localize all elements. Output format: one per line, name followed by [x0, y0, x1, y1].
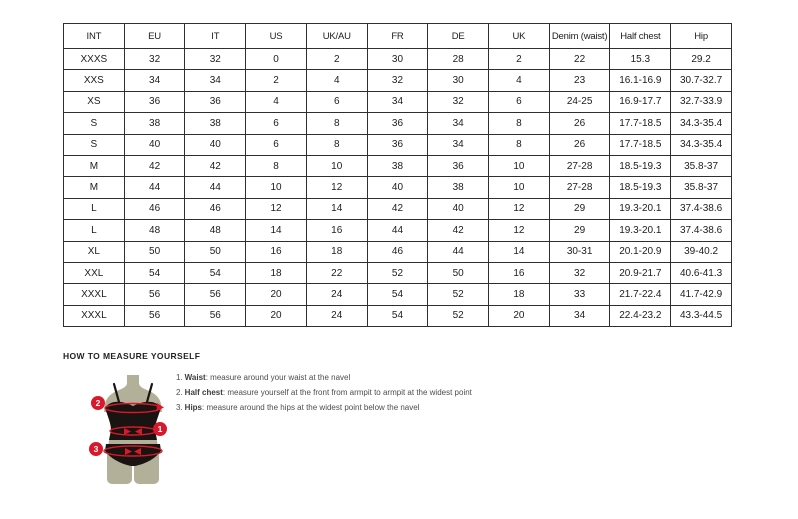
badge-hips-number: 3 — [93, 444, 99, 454]
size-cell: 22 — [549, 49, 610, 70]
size-cell: 6 — [306, 91, 367, 112]
size-cell: 19.3-20.1 — [610, 220, 671, 241]
size-row — [64, 134, 732, 155]
size-cell: 42 — [428, 220, 489, 241]
size-cell: 20.9-21.7 — [610, 262, 671, 283]
size-cell: 37.4-38.6 — [671, 198, 732, 219]
size-cell: 56 — [185, 305, 246, 326]
size-cell: 20 — [246, 284, 307, 305]
size-cell: 32 — [549, 262, 610, 283]
step-label: Hips — [184, 403, 203, 413]
size-cell: 10 — [489, 155, 550, 176]
size-cell: 16.9-17.7 — [610, 91, 671, 112]
size-row — [64, 49, 732, 70]
size-cell: 42 — [124, 155, 185, 176]
table-header-row — [64, 24, 732, 49]
size-cell: S — [64, 113, 125, 134]
size-cell: 26 — [549, 134, 610, 155]
size-cell: 36 — [428, 155, 489, 176]
size-cell: 8 — [306, 134, 367, 155]
size-row — [64, 220, 732, 241]
size-cell: 24-25 — [549, 91, 610, 112]
cami-top — [105, 402, 161, 440]
size-cell: 16.1-16.9 — [610, 70, 671, 91]
size-cell: 2 — [306, 49, 367, 70]
size-cell: XL — [64, 241, 125, 262]
size-cell: 2 — [246, 70, 307, 91]
size-cell: XXL — [64, 262, 125, 283]
size-cell: 12 — [489, 220, 550, 241]
size-cell: 34 — [428, 113, 489, 134]
size-cell: 21.7-22.4 — [610, 284, 671, 305]
size-cell: 46 — [124, 198, 185, 219]
size-cell: XXS — [64, 70, 125, 91]
size-cell: 0 — [246, 49, 307, 70]
size-cell: 18 — [246, 262, 307, 283]
size-cell: 10 — [306, 155, 367, 176]
size-cell: 24 — [306, 305, 367, 326]
size-cell: 36 — [124, 91, 185, 112]
size-cell: 35.8-37 — [671, 177, 732, 198]
size-cell: 27-28 — [549, 177, 610, 198]
size-row — [64, 198, 732, 219]
step-hips — [176, 400, 536, 415]
measurement-figure — [83, 372, 178, 487]
size-cell: 12 — [489, 198, 550, 219]
step-number: 2. — [176, 388, 183, 398]
size-cell: 40 — [428, 198, 489, 219]
size-cell: 17.7-18.5 — [610, 134, 671, 155]
size-cell: 8 — [246, 155, 307, 176]
column-header: UK — [489, 24, 550, 49]
size-cell: L — [64, 198, 125, 219]
size-cell: 34 — [549, 305, 610, 326]
size-cell: 20.1-20.9 — [610, 241, 671, 262]
step-number: 3. — [176, 403, 183, 413]
size-cell: 26 — [549, 113, 610, 134]
size-cell: 16 — [246, 241, 307, 262]
size-cell: 18.5-19.3 — [610, 177, 671, 198]
column-header: UK/AU — [306, 24, 367, 49]
size-cell: 34 — [428, 134, 489, 155]
size-cell: XS — [64, 91, 125, 112]
size-cell: 50 — [124, 241, 185, 262]
size-cell: 2 — [489, 49, 550, 70]
size-cell: 54 — [367, 305, 428, 326]
size-cell: 8 — [489, 113, 550, 134]
measurement-steps — [176, 370, 536, 416]
size-cell: 52 — [428, 284, 489, 305]
size-cell: 32 — [185, 49, 246, 70]
size-table-head — [64, 24, 732, 49]
size-cell: 46 — [367, 241, 428, 262]
size-cell: 14 — [489, 241, 550, 262]
size-cell: 10 — [246, 177, 307, 198]
size-cell: 36 — [367, 113, 428, 134]
step-text: : measure around the hips at the widest point below the navel — [202, 403, 420, 413]
size-cell: 44 — [367, 220, 428, 241]
size-cell: 41.7-42.9 — [671, 284, 732, 305]
column-header: EU — [124, 24, 185, 49]
size-cell: 18.5-19.3 — [610, 155, 671, 176]
size-cell: 30-31 — [549, 241, 610, 262]
how-to-measure-title: HOW TO MEASURE YOURSELF — [63, 351, 201, 361]
size-cell: 4 — [489, 70, 550, 91]
size-cell: 4 — [306, 70, 367, 91]
size-row — [64, 284, 732, 305]
size-cell: XXXS — [64, 49, 125, 70]
size-cell: 38 — [367, 155, 428, 176]
size-cell: 48 — [185, 220, 246, 241]
size-cell: XXXL — [64, 305, 125, 326]
size-cell: 34.3-35.4 — [671, 134, 732, 155]
size-cell: 42 — [185, 155, 246, 176]
size-cell: 20 — [246, 305, 307, 326]
step-waist — [176, 370, 536, 385]
size-cell: S — [64, 134, 125, 155]
size-cell: M — [64, 155, 125, 176]
size-cell: 16 — [489, 262, 550, 283]
size-cell: 36 — [185, 91, 246, 112]
size-cell: 44 — [185, 177, 246, 198]
step-text: : measure yourself at the front from armpit to armpit at the widest point — [222, 388, 472, 398]
size-cell: 54 — [124, 262, 185, 283]
size-cell: 32 — [124, 49, 185, 70]
column-header: Hip — [671, 24, 732, 49]
size-cell: 8 — [489, 134, 550, 155]
size-cell: XXXL — [64, 284, 125, 305]
size-cell: 54 — [185, 262, 246, 283]
size-cell: 33 — [549, 284, 610, 305]
size-cell: 24 — [306, 284, 367, 305]
size-cell: 56 — [185, 284, 246, 305]
size-cell: 56 — [124, 305, 185, 326]
size-cell: 32 — [367, 70, 428, 91]
size-cell: 42 — [367, 198, 428, 219]
column-header: US — [246, 24, 307, 49]
size-row — [64, 91, 732, 112]
column-header: Denim (waist) — [549, 24, 610, 49]
step-label: Waist — [184, 373, 206, 382]
size-cell: 37.4-38.6 — [671, 220, 732, 241]
step-half-chest — [176, 385, 536, 400]
size-table — [63, 23, 732, 327]
size-cell: 22.4-23.2 — [610, 305, 671, 326]
size-cell: 38 — [124, 113, 185, 134]
column-header: INT — [64, 24, 125, 49]
size-cell: 18 — [489, 284, 550, 305]
size-cell: 20 — [489, 305, 550, 326]
size-row — [64, 177, 732, 198]
size-row — [64, 305, 732, 326]
size-cell: 17.7-18.5 — [610, 113, 671, 134]
column-header: DE — [428, 24, 489, 49]
size-cell: 40 — [124, 134, 185, 155]
badge-waist-number: 1 — [157, 424, 163, 434]
size-cell: 6 — [246, 134, 307, 155]
size-cell: 12 — [306, 177, 367, 198]
size-cell: 34.3-35.4 — [671, 113, 732, 134]
size-cell: 22 — [306, 262, 367, 283]
size-cell: 34 — [185, 70, 246, 91]
size-cell: 38 — [185, 113, 246, 134]
size-cell: 39-40.2 — [671, 241, 732, 262]
size-cell: 27-28 — [549, 155, 610, 176]
column-header: IT — [185, 24, 246, 49]
size-cell: 29.2 — [671, 49, 732, 70]
size-row — [64, 70, 732, 91]
column-header: Half chest — [610, 24, 671, 49]
size-cell: 29 — [549, 198, 610, 219]
size-cell: 30 — [428, 70, 489, 91]
step-label: Half chest — [184, 388, 223, 398]
size-cell: 15.3 — [610, 49, 671, 70]
size-cell: L — [64, 220, 125, 241]
size-cell: 10 — [489, 177, 550, 198]
size-cell: 6 — [489, 91, 550, 112]
size-cell: 29 — [549, 220, 610, 241]
size-cell: 48 — [124, 220, 185, 241]
size-cell: 34 — [367, 91, 428, 112]
size-cell: 43.3-44.5 — [671, 305, 732, 326]
size-cell: 35.8-37 — [671, 155, 732, 176]
size-cell: 46 — [185, 198, 246, 219]
size-table-body — [64, 49, 732, 327]
size-cell: 40 — [185, 134, 246, 155]
column-header: FR — [367, 24, 428, 49]
size-cell: 30.7-32.7 — [671, 70, 732, 91]
size-cell: 52 — [367, 262, 428, 283]
size-cell: 6 — [246, 113, 307, 134]
size-row — [64, 262, 732, 283]
size-row — [64, 241, 732, 262]
size-cell: 30 — [367, 49, 428, 70]
badge-half-chest-number: 2 — [95, 398, 101, 408]
size-cell: 14 — [306, 198, 367, 219]
size-cell: 32.7-33.9 — [671, 91, 732, 112]
size-cell: 36 — [367, 134, 428, 155]
size-cell: 44 — [124, 177, 185, 198]
step-number: 1. — [176, 373, 183, 382]
size-cell: 52 — [428, 305, 489, 326]
step-text: : measure around your waist at the navel — [205, 373, 351, 382]
size-cell: 50 — [185, 241, 246, 262]
size-cell: 40 — [367, 177, 428, 198]
size-cell: 34 — [124, 70, 185, 91]
size-cell: 12 — [246, 198, 307, 219]
size-cell: 56 — [124, 284, 185, 305]
size-cell: M — [64, 177, 125, 198]
size-cell: 16 — [306, 220, 367, 241]
size-cell: 14 — [246, 220, 307, 241]
size-cell: 50 — [428, 262, 489, 283]
size-cell: 54 — [367, 284, 428, 305]
size-cell: 8 — [306, 113, 367, 134]
size-cell: 28 — [428, 49, 489, 70]
size-cell: 40.6-41.3 — [671, 262, 732, 283]
size-row — [64, 113, 732, 134]
size-row — [64, 155, 732, 176]
size-cell: 19.3-20.1 — [610, 198, 671, 219]
size-cell: 18 — [306, 241, 367, 262]
mannequin-illustration — [83, 372, 178, 487]
size-cell: 44 — [428, 241, 489, 262]
size-cell: 38 — [428, 177, 489, 198]
size-cell: 4 — [246, 91, 307, 112]
size-cell: 32 — [428, 91, 489, 112]
size-cell: 23 — [549, 70, 610, 91]
